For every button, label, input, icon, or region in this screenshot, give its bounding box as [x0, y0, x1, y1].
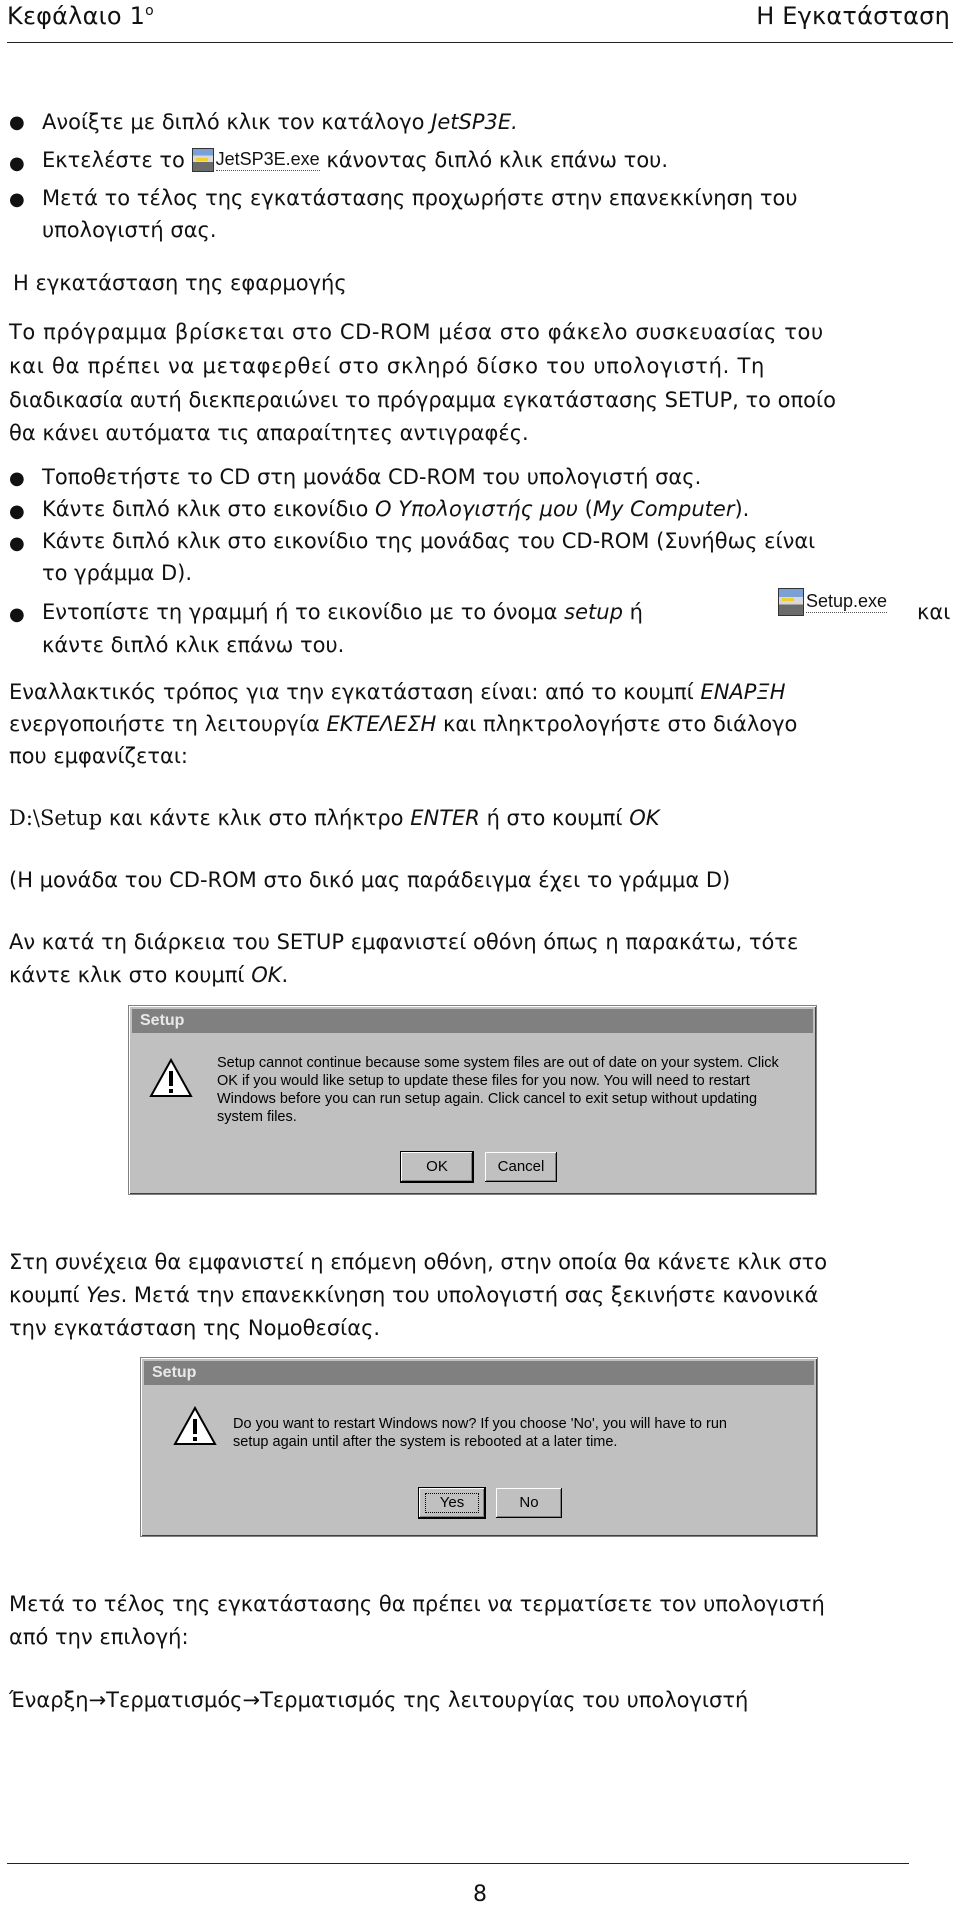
section-header: Η Εγκατάσταση	[756, 2, 950, 30]
warning-icon	[149, 1058, 193, 1098]
bullet-dot: ●	[9, 189, 25, 210]
warning-icon	[173, 1406, 217, 1446]
dialog-message: Setup cannot continue because some system files are out of date on your system. Click OK if you would like setup to update these files for you now. You will need to restart Windows before you can run setup again. Click cancel to exit setup without updating system files.	[217, 1055, 779, 1125]
bullet-restart-line1: Μετά το τέλος της εγκατάστασης προχωρήστε στην επανεκκίνηση του	[42, 186, 798, 210]
shutdown-path: Έναρξη→Τερματισμός→Τερματισμός της λειτουργίας του υπολογιστή	[9, 1688, 749, 1712]
bullet-dot: ●	[9, 501, 25, 522]
restart-windows-dialog	[140, 1357, 818, 1537]
end-line2: από την επιλογή:	[9, 1625, 189, 1649]
ok-button[interactable]: OK	[401, 1152, 473, 1182]
bullet-dot: ●	[9, 153, 25, 174]
bullet-cdrom-line1: Κάντε διπλό κλικ στο εικονίδιο της μονάδας του CD-ROM (Συνήθως είναι	[42, 529, 816, 553]
bullet-dot: ●	[9, 112, 25, 133]
setup-exe-file	[778, 588, 887, 616]
dialog-title: Setup	[132, 1009, 813, 1033]
bullet-run-exe: Εκτελέστε το JetSP3E.exe κάνοντας διπλό κλικ επάνω του.	[42, 148, 668, 172]
setup-update-dialog	[128, 1005, 817, 1195]
jetsp3e-exe-icon: JetSP3E.exe	[192, 148, 320, 172]
yes-button[interactable]: Yes	[419, 1488, 485, 1518]
header-rule	[7, 42, 953, 43]
intro-line-1: Το πρόγραμμα βρίσκεται στο CD-ROM μέσα στο φάκελο συσκευασίας του	[9, 320, 824, 344]
bullet-insert-cd: Τοποθετήστε το CD στη μονάδα CD-ROM του υπολογιστή σας.	[42, 465, 702, 489]
bullet-open-folder: Ανοίξτε με διπλό κλικ τον κατάλογο JetSP3E.	[42, 110, 518, 134]
intro-line-4: θα κάνει αυτόματα τις απαραίτητες αντιγραφές.	[9, 421, 529, 445]
after-dialog-line1: Στη συνέχεια θα εμφανιστεί η επόμενη οθόνη, στην οποία θα κάνετε κλικ στο	[9, 1250, 828, 1274]
bullet-find-setup: Εντοπίστε τη γραμμή ή το εικονίδιο με το όνομα setup ή	[42, 600, 643, 624]
bullet-my-computer: Κάντε διπλό κλικ στο εικονίδιο Ο Υπολογιστής μου (My Computer).	[42, 497, 750, 521]
after-dialog-line2: κουμπί Yes. Μετά την επανεκκίνηση του υπολογιστή σας ξεκινήστε κανονικά	[9, 1283, 819, 1307]
end-line1: Μετά το τέλος της εγκατάστασης θα πρέπει να τερματίσετε τον υπολογιστή	[9, 1592, 825, 1616]
alt-para-line2: κάντε κλικ στο κουμπί OK.	[9, 963, 289, 987]
bullet-dot: ●	[9, 468, 25, 489]
bullet-find-setup-and: και	[917, 600, 951, 624]
after-dialog-line3: την εγκατάσταση της Νομοθεσίας.	[9, 1316, 381, 1340]
bullet-dot: ●	[9, 533, 25, 554]
alt-line-2: ενεργοποιήστε τη λειτουργία ΕΚΤΕΛΕΣΗ και πληκτρολογήστε στο διάλογο	[9, 712, 798, 736]
intro-line-3: διαδικασία αυτή διεκπεραιώνει το πρόγραμμα εγκατάστασης SETUP, το οποίο	[9, 388, 836, 412]
alt-para-line1: Αν κατά τη διάρκεια του SETUP εμφανιστεί οθόνη όπως η παρακάτω, τότε	[9, 930, 799, 954]
dialog-message: Do you want to restart Windows now? If you choose 'No', you will have to run setup again until after the system is rebooted at a later time.	[233, 1416, 727, 1450]
chapter-header: Κεφάλαιο $1^o$	[7, 2, 154, 30]
alt-line-1: Εναλλακτικός τρόπος για την εγκατάσταση είναι: από το κουμπί ΕΝΑΡΞΗ	[9, 680, 786, 704]
bullet-restart-line2: υπολογιστή σας.	[42, 218, 217, 242]
bullet-dot: ●	[9, 604, 25, 625]
cancel-button[interactable]: Cancel	[485, 1152, 557, 1182]
footer-rule	[7, 1863, 909, 1864]
alt-command-line: D:\Setup και κάντε κλικ στο πλήκτρο ENTER ή στο κουμπί OK	[9, 806, 660, 830]
bullet-cdrom-line2: το γράμμα D).	[42, 561, 193, 585]
subheading: Η εγκατάσταση της εφαρμογής	[13, 271, 347, 295]
no-button[interactable]: No	[496, 1488, 562, 1518]
bullet-find-setup-line2: κάντε διπλό κλικ επάνω του.	[42, 633, 345, 657]
alt-note: (Η μονάδα του CD-ROM στο δικό μας παράδειγμα έχει το γράμμα D)	[9, 868, 731, 892]
page-number: 8	[473, 1882, 487, 1907]
setup-exe-icon: Setup.exe	[778, 588, 887, 616]
alt-line-3: που εμφανίζεται:	[9, 744, 189, 768]
intro-line-2: και θα πρέπει να μεταφερθεί στο σκληρό δίσκο του υπολογιστή. Τη	[9, 354, 766, 378]
dialog-title: Setup	[144, 1361, 814, 1385]
